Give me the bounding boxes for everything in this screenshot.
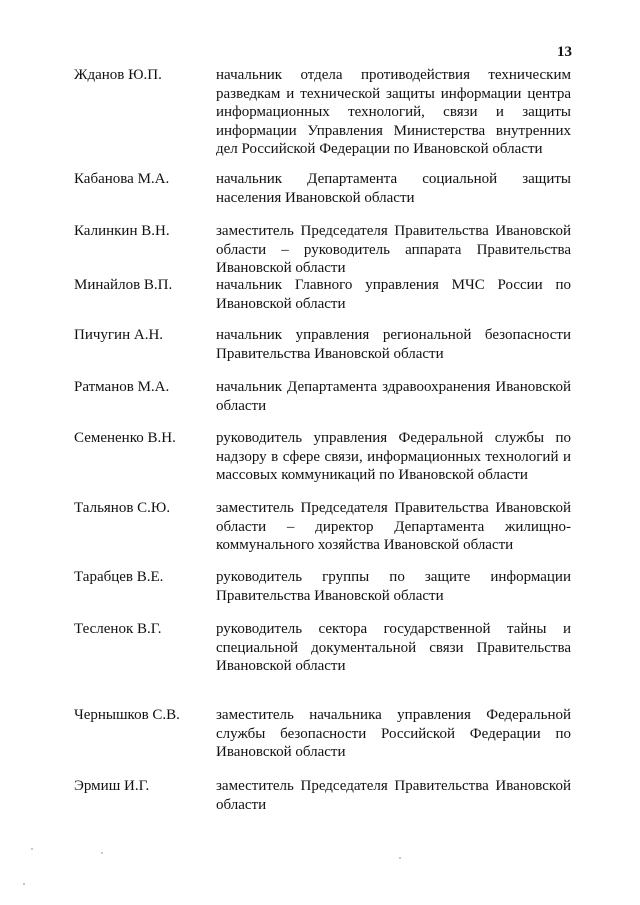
person-position: руководитель группы по защите информации Правительства Ивановской области xyxy=(216,569,571,604)
person-name: Чернышков С.В. xyxy=(74,707,180,723)
person-position: начальник Главного управления МЧС России по Ивановской области xyxy=(216,277,571,312)
person-name: Тарабцев В.Е. xyxy=(74,569,164,585)
person-name: Ратманов М.А. xyxy=(74,379,170,395)
person-name: Тальянов С.Ю. xyxy=(74,500,171,516)
scan-speck xyxy=(23,883,25,885)
person-position: начальник отдела противодействия техническим разведкам и технической защиты информации центра информационных технологий, связи и защиты информации Управления Министерства внутренних дел Российской Федерации по Ивановской области xyxy=(216,67,571,157)
person-name: Калинкин В.Н. xyxy=(74,223,170,239)
person-position: заместитель Председателя Правительства Ивановской области xyxy=(216,778,571,813)
person-name: Эрмиш И.Г. xyxy=(74,778,150,794)
person-position: начальник управления региональной безопасности Правительства Ивановской области xyxy=(216,327,571,362)
person-name: Тесленок В.Г. xyxy=(74,621,162,637)
person-position: начальник Департамента здравоохранения Ивановской области xyxy=(216,379,571,414)
person-position: руководитель управления Федеральной службы по надзору в сфере связи, информационных технологий и массовых коммуникаций по Ивановской области xyxy=(216,430,571,483)
person-position: заместитель Председателя Правительства Ивановской области – директор Департамента жилищно-коммунального хозяйства Ивановской области xyxy=(216,500,571,553)
person-name: Семененко В.Н. xyxy=(74,430,176,446)
scan-speck xyxy=(31,848,33,850)
person-name: Кабанова М.А. xyxy=(74,171,170,187)
scan-speck xyxy=(101,852,103,854)
person-name: Жданов Ю.П. xyxy=(74,67,162,83)
person-position: заместитель начальника управления Федеральной службы безопасности Российской Федерации по Ивановской области xyxy=(216,707,571,760)
page-number: 13 xyxy=(557,44,572,60)
person-name: Пичугин А.Н. xyxy=(74,327,164,343)
person-position: руководитель сектора государственной тайны и специальной документальной связи Правительства Ивановской области xyxy=(216,621,571,674)
person-position: начальник Департамента социальной защиты населения Ивановской области xyxy=(216,171,571,206)
scan-speck xyxy=(399,857,401,859)
person-name: Минайлов В.П. xyxy=(74,277,173,293)
person-position: заместитель Председателя Правительства Ивановской области – руководитель аппарата Правительства Ивановской области xyxy=(216,223,571,276)
